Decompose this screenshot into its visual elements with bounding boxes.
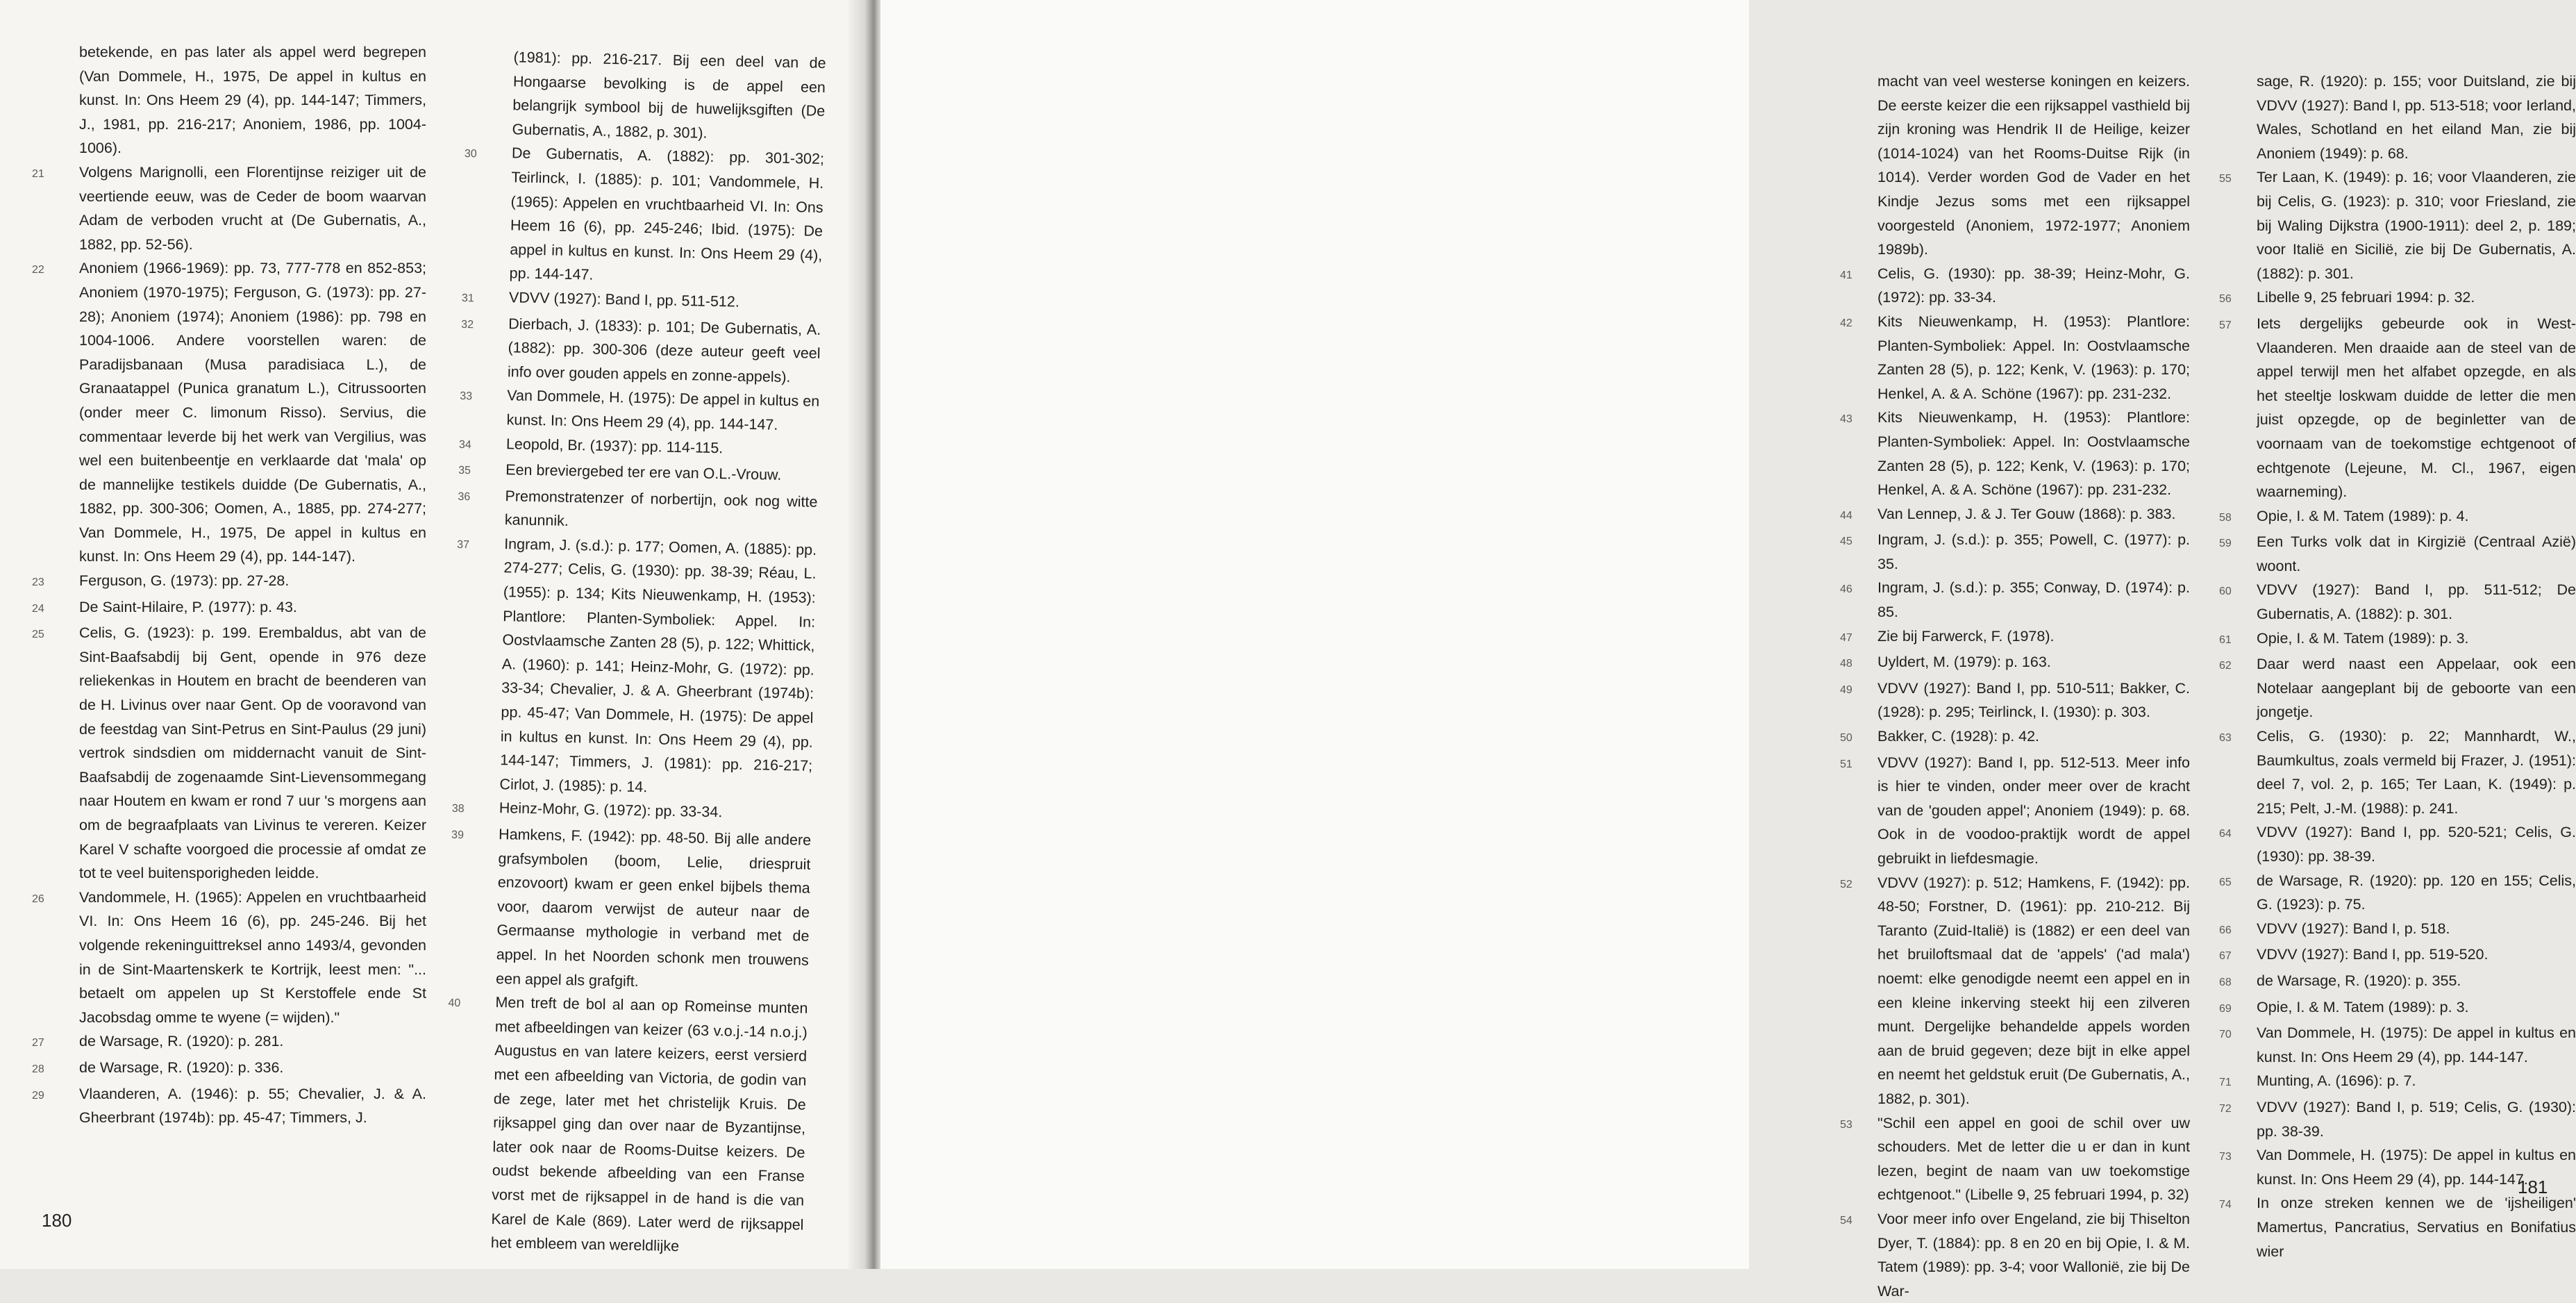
footnote-text: Een Turks volk dat in Kirgizië (Centraal Azië) woont. (2257, 533, 2576, 574)
footnote-continuation (1840, 69, 2190, 262)
footnote-74 (2219, 1191, 2576, 1263)
footnote-number: 56 (2219, 293, 2232, 306)
footnote-number: 65 (2219, 876, 2232, 888)
footnote-number: 32 (461, 318, 474, 331)
footnote-61 (2219, 626, 2576, 653)
footnote-60 (2219, 578, 2576, 626)
footnote-24 (32, 595, 426, 622)
footnote-28 (32, 1056, 426, 1082)
footnote-text: VDVV (1927): Band I, pp. 510-511; Bakker, C. (1928): p. 295; Teirlinck, I. (1930): p. 303. (1877, 679, 2190, 721)
footnote-number: 66 (2219, 924, 2232, 936)
footnote-text: de Warsage, R. (1920): p. 336. (79, 1059, 284, 1076)
page-number-right: 181 (2518, 1177, 2548, 1197)
footnote-23 (32, 569, 426, 595)
footnote-26 (32, 886, 426, 1030)
footnote-text: Dierbach, J. (1833): p. 101; De Gubernatis, A. (1882): pp. 300-306 (deze auteur geeft veel info over gouden appels en zonne-appels). (507, 315, 821, 385)
footnote-number: 28 (32, 1063, 44, 1075)
footnote-44 (1840, 502, 2190, 529)
footnote-number: 43 (1840, 413, 1852, 426)
footnote-59 (2219, 530, 2576, 578)
footnote-number (32, 40, 79, 42)
footnote-number: 71 (2219, 1077, 2232, 1089)
footnote-40 (444, 990, 808, 1261)
footnote-66 (2219, 917, 2576, 943)
footnote-number: 42 (1840, 317, 1852, 329)
footnote-64 (2219, 820, 2576, 868)
footnote-text: Ingram, J. (s.d.): p. 177; Oomen, A. (1885): pp. 274-277; Celis, G. (1930): pp. 38-39; Réau, L. (1955): p. 134; Kits Nieuwenkamp, H. (1953): Plantlore: Planten-Symboliek: Appel. In: Oostvlaamsche Zanten 28 (5), p. 122; Whittick, A. (1960): p. 141; Heinz-Mohr, G. (1972): pp. 33-34; Chevalier, J. & A. Gheerbrant (1974b): pp. 45-47; Van Dommele, H. (1975): De appel in kultus en kunst. In: Ons Heem 29 (4), pp. 144-147; Timmers, J. (1981): pp. 216-217; Cirlot, J. (1985): p. 14. (499, 536, 817, 796)
footnote-number: 24 (32, 602, 44, 615)
footnote-text: VDVV (1927): Band I, pp. 520-521; Celis, G. (1930): pp. 38-39. (2257, 824, 2576, 865)
footnote-number: 64 (2219, 828, 2232, 840)
footnote-text: Celis, G. (1930): p. 22; Mannhardt, W., Baumkultus, zoals vermeld bij Frazer, J. (1951): deel 7, vol. 2, p. 165; Ter Laan, K. (1949): p. 215; Pelt, J.-M. (1988): p. 241. (2257, 728, 2576, 817)
footnote-70 (2219, 1021, 2576, 1069)
footnote-54 (1840, 1207, 2190, 1303)
footnote-number: 31 (461, 292, 474, 305)
footnote-number: 36 (458, 490, 471, 503)
footnote-number: 73 (2219, 1151, 2232, 1163)
footnote-67 (2219, 943, 2576, 969)
footnote-text: Anoniem (1966-1969): pp. 73, 777-778 en 852-853; Anoniem (1970-1975); Ferguson, G. (1973): pp. 27-28); Anoniem (1974); Anoniem (1986): pp. 798 en 1004-1006. Andere voorstellen waren: de Paradijsbanaan (Musa paradisiaca L.), de Granaatappel (Punica granatum L.), Citrussoorten (onder meer C. limonum Risso). Servius, die commentaar leverde bij het werk van Vergilius, was wel een buitenbeentje en verklaarde dat 'mala' op de mannelijke testikels duidde (De Gubernatis, A., 1882, pp. 300-306; Oomen, A., 1885, pp. 274-277; Van Dommele, H., 1975, De appel in kultus en kunst. In: Ons Heem 29 (4), pp. 144-147). (79, 260, 426, 565)
footnote-text: Munting, A. (1696): p. 7. (2257, 1072, 2416, 1090)
footnote-number: 59 (2219, 538, 2232, 550)
footnote-21 (32, 160, 426, 256)
footnote-text: Opie, I. & M. Tatem (1989): p. 4. (2257, 507, 2469, 524)
footnote-text: Voor meer info over Engeland, zie bij Thiselton Dyer, T. (1884): pp. 8 en 20 en bij Opie, I. & M. Tatem (1989): pp. 3-4; voor Wallonië, zie bij De War- (1877, 1210, 2190, 1300)
footnote-number: 49 (1840, 683, 1852, 696)
footnote-text: Van Dommele, H. (1975): De appel in kultus en kunst. In: Ons Heem 29 (4), pp. 144-147. (2257, 1147, 2576, 1188)
footnote-number: 27 (32, 1037, 44, 1049)
right-page-column-2 (2219, 69, 2576, 1263)
footnote-number: 54 (1840, 1214, 1852, 1227)
footnote-text: Libelle 9, 25 februari 1994: p. 32. (2257, 289, 2475, 306)
footnote-number: 48 (1840, 658, 1852, 670)
footnote-text: De Saint-Hilaire, P. (1977): p. 43. (79, 598, 297, 615)
footnote-number: 22 (32, 264, 44, 276)
footnote-text: VDVV (1927): Band I, pp. 512-513. Meer info is hier te vinden, onder meer over de kracht van de 'gouden appel'; Anoniem (1949): p. 68. Ook in de voodoo-praktijk wordt de appel gebruikt in liefdesmagie. (1877, 754, 2190, 867)
footnote-29 (32, 1082, 426, 1130)
footnote-number: 60 (2219, 586, 2232, 598)
footnote-text: Bakker, C. (1928): p. 42. (1877, 728, 2040, 745)
footnote-69 (2219, 995, 2576, 1022)
footnote-36 (458, 483, 818, 538)
footnote-text: de Warsage, R. (1920): p. 355. (2257, 972, 2461, 989)
footnote-71 (2219, 1069, 2576, 1095)
footnote-number: 67 (2219, 950, 2232, 963)
footnote-57 (2219, 312, 2576, 504)
footnote-text: Premonstratenzer of norbertijn, ook nog witte kanunnik. (504, 487, 818, 530)
footnote-number: 58 (2219, 511, 2232, 524)
footnote-53 (1840, 1111, 2190, 1207)
footnote-text: VDVV (1927): Band I, pp. 519-520. (2257, 946, 2489, 963)
footnote-68 (2219, 969, 2576, 995)
footnote-39 (449, 822, 812, 997)
left-page-column-2 (444, 44, 826, 1261)
footnote-55 (2219, 165, 2576, 285)
footnote-46 (1840, 576, 2190, 624)
footnote-text: Hamkens, F. (1942): pp. 48-50. Bij alle andere grafsymbolen (boom, Lelie, driespruit enzovoort) kwam er geen enkel bijbels thema voor, daarom verwijst de auteur naar de Germaanse mythologie in verband met de appel. In het Noorden schonk men trouwens een appel als grafgift. (495, 826, 812, 990)
footnote-text: VDVV (1927): Band I, pp. 511-512; De Gubernatis, A. (1882): p. 301. (2257, 581, 2576, 623)
footnote-text: De Gubernatis, A. (1882): pp. 301-302; Teirlinck, I. (1885): p. 101; Vandommele, H. (1965): Appelen en vruchtbaarheid VI. In: Ons Heem 16 (6), pp. 245-246; Ibid. (1975): De appel in kultus en kunst. In: Ons Heem 29 (4), pp. 144-147. (509, 144, 825, 283)
footnote-number: 35 (458, 464, 471, 477)
footnote-52 (1840, 871, 2190, 1111)
footnote-25 (32, 621, 426, 886)
footnote-text: Daar werd naast een Appelaar, ook een Notelaar aangeplant bij de geboorte van een jongetje. (2257, 656, 2576, 721)
footnote-45 (1840, 528, 2190, 576)
footnote-number: 68 (2219, 976, 2232, 988)
footnote-number: 47 (1840, 631, 1852, 644)
footnote-text: betekende, en pas later als appel werd begrepen (Van Dommele, H., 1975, De appel in kultus en kunst. In: Ons Heem 29 (4), pp. 144-147; Timmers, J., 1981, pp. 216-217; Anoniem, 1986, pp. 1004-1006). (79, 44, 426, 157)
footnote-58 (2219, 504, 2576, 531)
footnote-text: (1981): pp. 216-217. Bij een deel van de Hongaarse bevolking is de appel een belangrijk symbool bij de huwelijksgiften (De Gubernatis, A., 1882, p. 301). (512, 49, 826, 142)
footnote-number: 38 (451, 803, 465, 815)
footnote-text: de Warsage, R. (1920): pp. 120 en 155; Celis, G. (1923): p. 75. (2257, 872, 2576, 913)
footnote-text: Van Lennep, J. & J. Ter Gouw (1868): p. 383. (1877, 505, 2176, 522)
footnote-number: 29 (32, 1089, 44, 1102)
footnote-number: 34 (458, 438, 471, 451)
footnote-continuation (32, 40, 426, 160)
footnote-48 (1840, 650, 2190, 677)
footnote-49 (1840, 677, 2190, 724)
footnote-30 (462, 140, 824, 291)
footnote-text: "Schil een appel en gooi de schil over uw schouders. Met de letter die u er dan in kunt lezen, begint de naam van uw toekomstige echtgenoot." (Libelle 9, 25 februari 1994, p. 32) (1877, 1114, 2190, 1204)
footnote-text: Kits Nieuwenkamp, H. (1953): Plantlore: Planten-Symboliek: Appel. In: Oostvlaamsche Zanten 28 (5), p. 122; Kenk, V. (1963): p. 170; Henkel, A. & A. Schöne (1967): pp. 231-232. (1877, 409, 2190, 499)
footnote-number (2219, 69, 2257, 72)
footnote-text: VDVV (1927): p. 512; Hamkens, F. (1942): pp. 48-50; Forstner, D. (1961): pp. 210-212. Bij Taranto (Zuid-Italië) is (1882) er een deel van het bruiloftsmaal dat de 'appels' ('ad mala') noemt: elke genodigde neemt een appel en in een kleine inkerving steekt hij een zilveren munt. Dergelijke behandelde appels worden aan de bruid gegeven; deze bijt in elke appel en neemt het geldstuk eruit (De Gubernatis, A., 1882, p. 301). (1877, 874, 2190, 1107)
footnote-number: 26 (32, 893, 44, 905)
footnote-number (467, 44, 514, 47)
book-gutter (848, 0, 885, 1269)
footnote-text: Men treft de bol al aan op Romeinse munten met afbeeldingen van keizer (63 v.o.j.-14 n.o.j.) Augustus en van latere keizers, eerst versierd met een afbeelding van Victoria, de godin van de zege, later met het christelijk Kruis. De rijksappel ging dan over naar de Byzantijnse, later ook naar de Rooms-Duitse keizers. De oudst bekende afbeelding van een Franse vorst met de rijksappel in de hand is die van Karel de Kale (869). Later werd de rijksappel het embleem van wereldlijke (490, 994, 808, 1255)
footnote-63 (2219, 724, 2576, 820)
footnote-text: VDVV (1927): Band I, pp. 511-512. (508, 289, 740, 310)
footnote-text: sage, R. (1920): p. 155; voor Duitsland, zie bij VDVV (1927): Band I, pp. 513-518; voor Ierland, Wales, Schotland en het eiland Man, zie bij Anoniem (1949): p. 68. (2257, 73, 2576, 162)
footnote-text: Van Dommele, H. (1975): De appel in kultus en kunst. In: Ons Heem 29 (4), pp. 144-147. (2257, 1024, 2576, 1065)
footnote-41 (1840, 262, 2190, 310)
page-number-left: 180 (42, 1210, 72, 1231)
footnote-number: 52 (1840, 878, 1852, 890)
footnote-text: Ter Laan, K. (1949): p. 16; voor Vlaanderen, zie bij Celis, G. (1923): p. 310; voor Friesland, zie bij Waling Dijkstra (1900-1911): deel 2, p. 189; voor Italië en Sicilië, zie bij De Gubernatis, A. (1882): p. 301. (2257, 169, 2576, 282)
footnote-number: 72 (2219, 1102, 2232, 1115)
footnote-continuation (2219, 69, 2576, 165)
footnote-number: 51 (1840, 758, 1852, 770)
footnote-text: Ingram, J. (s.d.): p. 355; Powell, C. (1977): p. 35. (1877, 531, 2190, 572)
footnote-62 (2219, 652, 2576, 724)
footnote-65 (2219, 869, 2576, 917)
footnote-42 (1840, 310, 2190, 406)
footnote-text: Celis, G. (1923): p. 199. Erembaldus, abt van de Sint-Baafsabdij bij Gent, opende in 976 deze reliekenkas in Houtem en bracht de beenderen van de H. Livinus over naar Gent. Op de vooravond van de feestdag van Sint-Petrus en Sint-Paulus (29 juni) vertrok sindsdien om middernacht vanuit de Sint-Baafsabdij de zogenaamde Sint-Lievensommegang naar Houtem en kwam er rond 7 uur 's morgens aan om de begraafplaats van Livinus te vereren. Keizer Karel V schafte voorgoed die processie af omdat ze tot te veel buitensporigheden leidde. (79, 624, 426, 882)
footnote-continuation (465, 44, 826, 147)
footnote-text: Kits Nieuwenkamp, H. (1953): Plantlore: Planten-Symboliek: Appel. In: Oostvlaamsche Zanten 28 (5), p. 122; Kenk, V. (1963): p. 170; Henkel, A. & A. Schöne (1967): pp. 231-232. (1877, 313, 2190, 402)
footnote-text: Ingram, J. (s.d.): p. 355; Conway, D. (1974): p. 85. (1877, 579, 2190, 621)
footnote-text: Opie, I. & M. Tatem (1989): p. 3. (2257, 998, 2469, 1015)
footnote-text: Een breviergebed ter ere van O.L.-Vrouw. (505, 461, 782, 483)
footnote-number: 45 (1840, 536, 1852, 548)
footnote-number: 62 (2219, 660, 2232, 672)
footnote-number: 25 (32, 629, 44, 641)
footnote-text: VDVV (1927): Band I, p. 518. (2257, 920, 2450, 937)
footnote-number: 23 (32, 576, 44, 589)
footnote-text: Vlaanderen, A. (1946): p. 55; Chevalier, J. & A. Gheerbrant (1974b): pp. 45-47; Timmers, J. (79, 1085, 426, 1127)
footnote-22 (32, 256, 426, 569)
footnote-text: Zie bij Farwerck, F. (1978). (1877, 627, 2055, 645)
footnote-number: 70 (2219, 1029, 2232, 1041)
footnote-number: 30 (464, 148, 477, 160)
footnote-number: 69 (2219, 1002, 2232, 1015)
right-page (880, 0, 2576, 1300)
left-page-column-1 (32, 40, 426, 1130)
footnote-number: 37 (457, 538, 470, 551)
footnote-number: 57 (2219, 319, 2232, 331)
footnote-text: Leopold, Br. (1937): pp. 114-115. (505, 435, 724, 456)
footnote-text: Iets dergelijks gebeurde ook in West-Vlaanderen. Men draaide aan de steel van de appel terwijl men het alfabet opzegde, en als het steeltje loskwam duidde de letter die men juist opzegde, op de beginletter van de voornaam van de toekomstige echtgenoot of echtgenote (Lejeune, M. Cl., 1967, eigen waarneming). (2257, 315, 2576, 501)
footnote-number: 39 (451, 829, 465, 842)
footnote-number: 33 (460, 390, 473, 403)
footnote-number: 55 (2219, 173, 2232, 185)
footnote-number (1840, 69, 1877, 72)
footnote-text: Ferguson, G. (1973): pp. 27-28. (79, 572, 290, 590)
footnote-text: macht van veel westerse koningen en keizers. De eerste keizer die een rijksappel vasthield bij zijn kroning was Hendrik II de Heilige, keizer (1014-1024) van het Rooms-Duitse Rijk (in 1014). Verder worden God de Vader en het Kindje Jezus soms met een rijksappel voorgesteld (Anoniem, 1972-1977; Anoniem 1989b). (1877, 73, 2190, 258)
footnote-51 (1840, 751, 2190, 871)
footnote-text: VDVV (1927): Band I, p. 519; Celis, G. (1930): pp. 38-39. (2257, 1098, 2576, 1140)
footnote-number: 53 (1840, 1118, 1852, 1131)
footnote-text: Celis, G. (1930): pp. 38-39; Heinz-Mohr, G. (1972): pp. 33-34. (1877, 265, 2190, 306)
footnote-text: Van Dommele, H. (1975): De appel in kultus en kunst. In: Ons Heem 29 (4), pp. 144-147. (506, 387, 820, 433)
footnote-27 (32, 1029, 426, 1056)
footnote-47 (1840, 624, 2190, 651)
footnote-number: 50 (1840, 732, 1852, 745)
footnote-number: 21 (32, 167, 44, 180)
footnote-32 (460, 310, 821, 390)
footnote-number: 63 (2219, 732, 2232, 745)
footnote-text: In onze streken kennen we de 'ijsheiligen' Mamertus, Pancratius, Servatius en Bonifatius wier (2257, 1195, 2576, 1260)
right-page-column-1 (1840, 69, 2190, 1303)
footnote-number: 46 (1840, 583, 1852, 596)
footnote-number: 40 (448, 997, 461, 1010)
footnote-50 (1840, 724, 2190, 751)
footnote-text: Vandommele, H. (1965): Appelen en vruchtbaarheid VI. In: Ons Heem 16 (6), pp. 245-246. Bij het volgende rekeninguittreksel anno 1493/4, gevonden in de Sint-Maartenskerk te Kortrijk, leest men: "... betaelt om appelen up St Kerstoffele ende St Jacobsdag omme te wyene (= wijden)." (79, 888, 426, 1026)
footnote-text: Volgens Marignolli, een Florentijnse reiziger uit de veertiende eeuw, was de Ceder de boom waarvan Adam de verboden vrucht at (De Gubernatis, A., 1882, pp. 52-56). (79, 163, 426, 253)
footnote-text: Uyldert, M. (1979): p. 163. (1877, 654, 2051, 671)
footnote-text: Heinz-Mohr, G. (1972): pp. 33-34. (499, 799, 723, 821)
footnote-56 (2219, 285, 2576, 312)
footnote-43 (1840, 406, 2190, 501)
footnote-text: de Warsage, R. (1920): p. 281. (79, 1033, 284, 1050)
footnote-72 (2219, 1095, 2576, 1143)
footnote-number: 61 (2219, 633, 2232, 646)
left-page (0, 0, 873, 1269)
footnote-number: 44 (1840, 509, 1852, 522)
footnote-text: Opie, I. & M. Tatem (1989): p. 3. (2257, 629, 2469, 647)
footnote-number: 41 (1840, 269, 1852, 281)
footnote-37 (452, 531, 817, 802)
footnote-33 (459, 383, 819, 438)
footnote-number: 74 (2219, 1199, 2232, 1211)
